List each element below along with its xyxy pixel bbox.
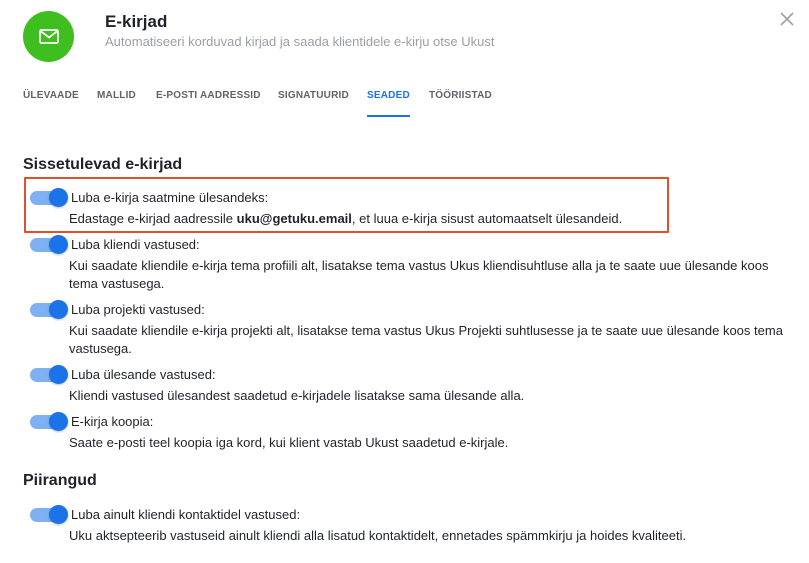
tab-tools[interactable]: TÖÖRIISTAD bbox=[429, 90, 492, 101]
setting-description: Kliendi vastused ülesandest saadetud e-kirjadele lisatakse sama ülesande alla. bbox=[69, 388, 525, 403]
desc-text-after: , et luua e-kirja sisust automaatselt ülesandeid. bbox=[351, 211, 623, 226]
toggle-email-to-task[interactable] bbox=[30, 191, 66, 205]
toggle-knob bbox=[49, 365, 68, 384]
setting-label: Luba ainult kliendi kontaktidel vastused: bbox=[71, 507, 301, 522]
setting-description bbox=[69, 210, 784, 228]
close-button[interactable] bbox=[776, 8, 798, 30]
setting-description: Uku aktsepteerib vastuseid ainult kliendi alla lisatud kontaktidelt, ennetades spämmkirju ja hoides kvaliteeti. bbox=[69, 528, 687, 543]
tab-settings[interactable]: SEADED bbox=[367, 90, 410, 117]
setting-description: Saate e-posti teel koopia iga kord, kui klient vastab Ukust saadetud e-kirjale. bbox=[69, 435, 509, 450]
toggle-knob bbox=[49, 188, 68, 207]
toggle-project-replies[interactable] bbox=[30, 303, 66, 317]
setting-label: Luba kliendi vastused: bbox=[71, 237, 200, 252]
setting-label: Luba ülesande vastused: bbox=[71, 367, 216, 382]
section-title-incoming: Sissetulevad e-kirjad bbox=[23, 156, 183, 173]
close-icon bbox=[780, 12, 794, 26]
section-title-restrictions: Piirangud bbox=[23, 472, 97, 489]
tab-signatures[interactable]: SIGNATUURID bbox=[278, 90, 349, 101]
toggle-task-replies[interactable] bbox=[30, 368, 66, 382]
toggle-knob bbox=[49, 235, 68, 254]
tab-email-addresses[interactable]: E-POSTI AADRESSID bbox=[156, 90, 261, 101]
setting-label: Luba projekti vastused: bbox=[71, 302, 205, 317]
tab-templates[interactable]: MALLID bbox=[97, 90, 136, 101]
toggle-knob bbox=[49, 505, 68, 524]
setting-label: Luba e-kirja saatmine ülesandeks: bbox=[71, 190, 269, 205]
desc-text-before: Edastage e-kirjad aadressile bbox=[69, 211, 237, 226]
toggle-email-copy[interactable] bbox=[30, 415, 66, 429]
page-title: E-kirjad bbox=[105, 12, 168, 31]
setting-description: Kui saadate kliendile e-kirja projekti alt, lisatakse tema vastus Ukus Projekti suhtlusesse ja te saate uue ülesande koos tema vastusega. bbox=[69, 323, 783, 356]
toggle-client-replies[interactable] bbox=[30, 238, 66, 252]
toggle-knob bbox=[49, 412, 68, 431]
tab-overview[interactable]: ÜLEVAADE bbox=[23, 90, 79, 101]
forwarding-email-address: uku@getuku.email bbox=[236, 211, 352, 226]
toggle-contacts-only[interactable] bbox=[30, 508, 66, 522]
page-subtitle: Automatiseeri korduvad kirjad ja saada klientidele e-kirju otse Ukust bbox=[105, 34, 495, 49]
setting-label: E-kirja koopia: bbox=[71, 414, 154, 429]
tab-bar bbox=[0, 90, 809, 120]
envelope-icon bbox=[39, 29, 59, 44]
toggle-knob bbox=[49, 300, 68, 319]
app-icon-badge bbox=[23, 11, 74, 62]
setting-description: Kui saadate kliendile e-kirja tema profiili alt, lisatakse tema vastus Ukus kliendisuhtluse alla ja te saate uue ülesande koos tema vastusega. bbox=[69, 258, 769, 291]
